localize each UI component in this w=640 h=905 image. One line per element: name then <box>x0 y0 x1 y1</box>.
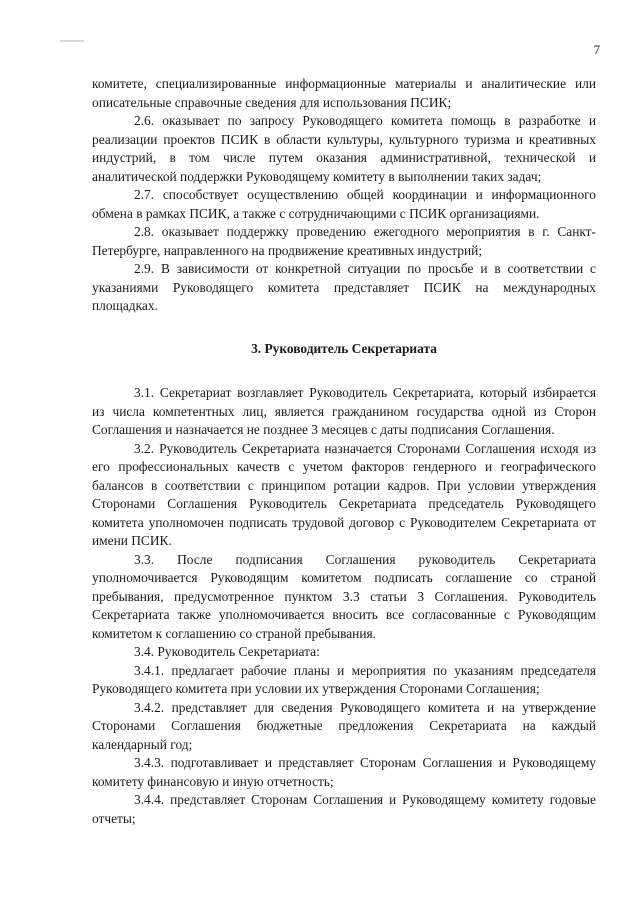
clause-3-4-3: 3.4.3. подготавливает и представляет Сторонам Соглашения и Руководящему комитету финансовую и иную отчетность; <box>92 755 596 789</box>
clause-3-4-4: 3.4.4. представляет Сторонам Соглашения и Руководящему комитету годовые отчеты; <box>92 792 596 826</box>
paragraph-continuation: комитете, специализированные информационные материалы и аналитические или описательные справочные сведения для использования ПСИК; <box>92 76 596 110</box>
clause-2-6: 2.6. оказывает по запросу Руководящего комитета помощь в разработке и реализации проектов ПСИК в области культуры, культурного туризма и креативных индустрий, в том числе путем оказания административной, технической и аналитической поддержки Руководящему комитету в выполнении таких задач; <box>92 113 596 184</box>
clause-3-3: 3.3. После подписания Соглашения руководитель Секретариата уполномочивается Руководящим комитетом подписать соглашение со страной пребывания, предусмотренное пунктом 3.3 статьи 3 Соглашения. Руководитель Секретариата также уполномочивается вносить все согласованные с Руководящим комитетом к соглашению со страной пребывания. <box>92 551 596 641</box>
page-number: 7 <box>593 43 600 57</box>
clause-2-8: 2.8. оказывает поддержку проведению ежегодного мероприятия в г. Санкт-Петербурге, направленного на продвижение креативных индустрий; <box>92 224 596 258</box>
clause-3-4-2: 3.4.2. представляет для сведения Руководящего комитета и на утверждение Сторонами Соглашения бюджетные предложения Секретариата на каждый календарный год; <box>92 699 596 752</box>
clause-3-4: 3.4. Руководитель Секретариата: <box>134 644 320 659</box>
clause-2-7: 2.7. способствует осуществлению общей координации и информационного обмена в рамках ПСИК, а также с сотрудничающими с ПСИК организациями. <box>92 187 596 221</box>
clause-2-9: 2.9. В зависимости от конкретной ситуации по просьбе и в соответствии с указаниями Руководящего комитета представляет ПСИК на международных площадках. <box>92 261 596 313</box>
scan-artifact <box>60 40 84 42</box>
document-body <box>92 75 596 828</box>
clause-3-1: 3.1. Секретариат возглавляет Руководитель Секретариата, который избирается из числа компетентных лиц, является гражданином государства одной из Сторон Соглашения и назначается не позднее 3 месяцев с даты подписания Соглашения. <box>92 385 596 437</box>
clause-3-4-1: 3.4.1. предлагает рабочие планы и мероприятия по указаниям председателя Руководящего комитета при условии их утверждения Сторонами Соглашения; <box>92 662 596 696</box>
clause-3-2: 3.2. Руководитель Секретариата назначается Сторонами Соглашения исходя из его профессиональных качеств с учетом факторов гендерного и географического балансов в соответствии с принципом ротации кадров. При условии утверждения Сторонами Соглашения Руководитель Секретариата председатель Руководящего комитета уполномочен подписать трудовой договор с Руководителем Секретариата от имени ПСИК. <box>92 440 596 548</box>
section-heading: 3. Руководитель Секретариата <box>251 340 437 356</box>
